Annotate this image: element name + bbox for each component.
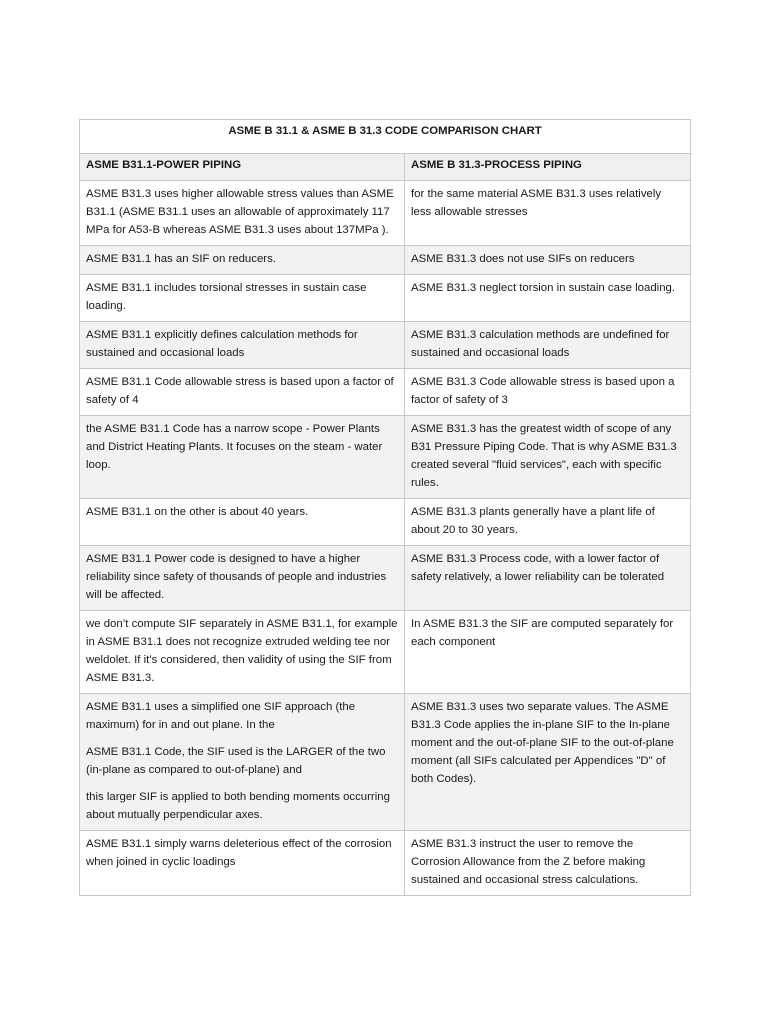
table-row	[80, 322, 691, 369]
cell-b31-3	[405, 322, 691, 369]
table-row	[80, 611, 691, 694]
cell-text: In ASME B31.3 the SIF are computed separately for each component	[411, 618, 674, 648]
cell-text: ASME B31.3 Code allowable stress is based upon a factor of safety of 3	[411, 376, 675, 406]
cell-b31-3	[405, 611, 691, 694]
cell-text: ASME B31.3 plants generally have a plant life of about 20 to 30 years.	[411, 506, 655, 536]
cell-b31-3	[405, 275, 691, 322]
cell-text: ASME B31.3 uses higher allowable stress values than ASME B31.1 (ASME B31.1 uses an allowable of approximately 117 MPa for A53-B whereas ASME B31.3 uses about 137MPa ).	[86, 188, 394, 236]
cell-text: we don’t compute SIF separately in ASME B31.1, for example in ASME B31.1 does not recognize extruded welding tee nor weldolet. If it’s considered, then validity of using the SIF from ASME B31.3.	[86, 618, 398, 684]
table-row	[80, 369, 691, 416]
cell-text: ASME B31.1 on the other is about 40 years.	[86, 506, 309, 518]
comparison-table	[79, 119, 691, 896]
table-row	[80, 499, 691, 546]
cell-text: ASME B31.1 Code, the SIF used is the LARGER of the two (in-plane as compared to out-of-plane) and	[86, 746, 386, 776]
cell-b31-1	[80, 416, 405, 499]
cell-text: ASME B31.3 uses two separate values. The ASME B31.3 Code applies the in-plane SIF to the In-plane moment and the out-of-plane SIF to the out-of-plane moment (all SIFs calculated per Appendices "D" of both Codes).	[411, 701, 674, 785]
cell-b31-1	[80, 831, 405, 896]
cell-text: ASME B31.3 calculation methods are undefined for sustained and occasional loads	[411, 329, 670, 359]
cell-text: ASME B31.3 neglect torsion in sustain case loading.	[411, 282, 676, 294]
cell-b31-1	[80, 322, 405, 369]
cell-text: ASME B31.1 includes torsional stresses in sustain case loading.	[86, 282, 367, 312]
column-header-b31-3: ASME B 31.3-PROCESS PIPING	[405, 154, 691, 181]
cell-b31-3	[405, 416, 691, 499]
table-row	[80, 831, 691, 896]
cell-b31-3	[405, 246, 691, 275]
cell-text: ASME B31.1 explicitly defines calculation methods for sustained and occasional loads	[86, 329, 358, 359]
cell-b31-3	[405, 181, 691, 246]
cell-b31-1	[80, 275, 405, 322]
cell-text: for the same material ASME B31.3 uses relatively less allowable stresses	[411, 188, 662, 218]
cell-b31-1	[80, 369, 405, 416]
table-row	[80, 416, 691, 499]
table-row	[80, 694, 691, 831]
cell-text: ASME B31.3 does not use SIFs on reducers	[411, 253, 635, 265]
cell-text: ASME B31.1 Power code is designed to have a higher reliability since safety of thousands of people and industries will be affected.	[86, 553, 387, 601]
table-title: ASME B 31.1 & ASME B 31.3 CODE COMPARISON CHART	[80, 120, 691, 154]
cell-text: the ASME B31.1 Code has a narrow scope - Power Plants and District Heating Plants. It focuses on the steam - water loop.	[86, 423, 383, 471]
cell-text: ASME B31.3 has the greatest width of scope of any B31 Pressure Piping Code. That is why ASME B31.3 created several "fluid services", each with specific rules.	[411, 423, 677, 489]
cell-text: ASME B31.3 Process code, with a lower factor of safety relatively, a lower reliability can be tolerated	[411, 553, 665, 583]
cell-b31-3	[405, 546, 691, 611]
cell-text: ASME B31.1 simply warns deleterious effect of the corrosion when joined in cyclic loadings	[86, 838, 392, 868]
header-row	[80, 154, 691, 181]
cell-b31-3	[405, 369, 691, 416]
table-row	[80, 181, 691, 246]
cell-b31-1	[80, 546, 405, 611]
cell-b31-1	[80, 246, 405, 275]
cell-text: ASME B31.1 has an SIF on reducers.	[86, 253, 276, 265]
cell-b31-3	[405, 831, 691, 896]
table-row	[80, 546, 691, 611]
cell-text: ASME B31.1 uses a simplified one SIF approach (the maximum) for in and out plane. In the	[86, 701, 356, 731]
cell-text: ASME B31.3 instruct the user to remove the Corrosion Allowance from the Z before making sustained and occasional stress calculations.	[411, 838, 646, 886]
cell-text: ASME B31.1 Code allowable stress is based upon a factor of safety of 4	[86, 376, 394, 406]
table-row	[80, 275, 691, 322]
cell-b31-1	[80, 694, 405, 831]
cell-b31-1	[80, 499, 405, 546]
column-header-b31-1: ASME B31.1-POWER PIPING	[80, 154, 405, 181]
cell-b31-3	[405, 694, 691, 831]
cell-b31-1	[80, 181, 405, 246]
cell-text: this larger SIF is applied to both bending moments occurring about mutually perpendicular axes.	[86, 791, 390, 821]
table-row	[80, 246, 691, 275]
cell-b31-1	[80, 611, 405, 694]
cell-b31-3	[405, 499, 691, 546]
